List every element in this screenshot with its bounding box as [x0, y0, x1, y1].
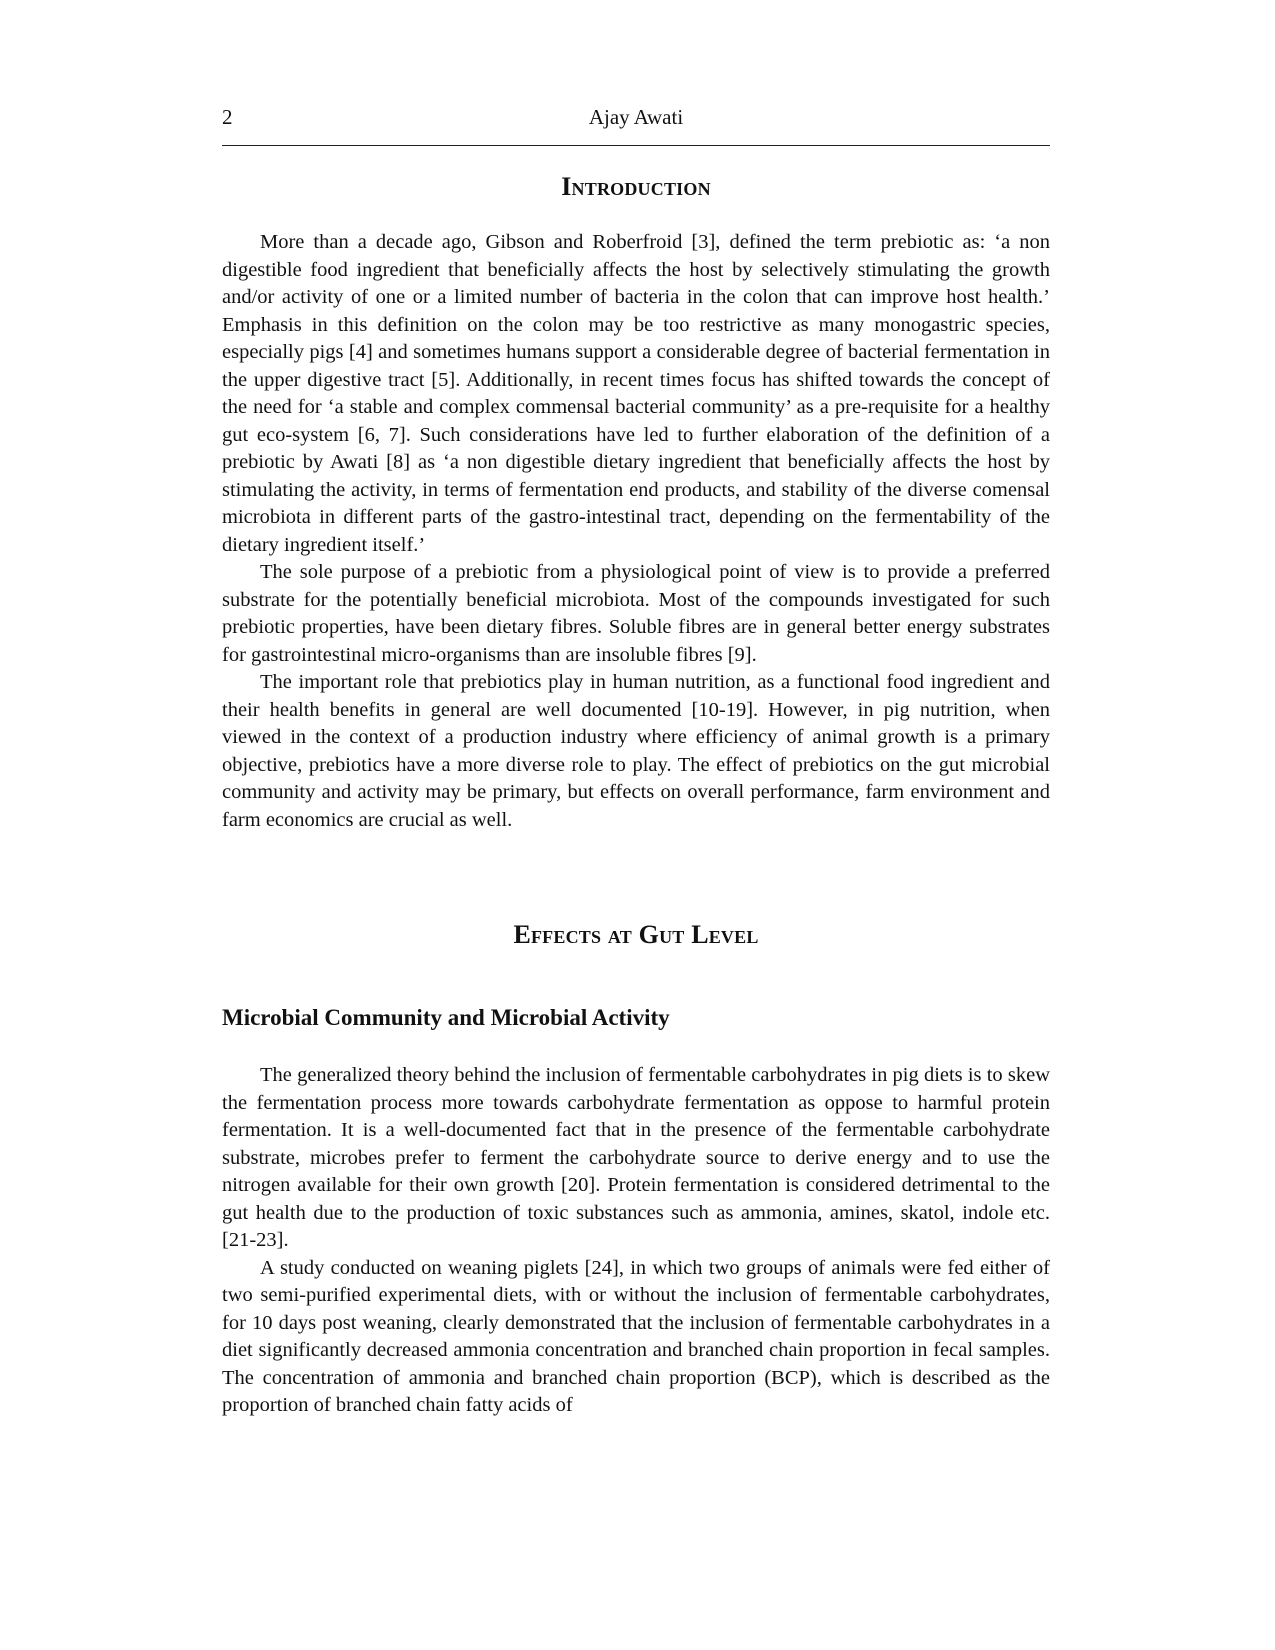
- document-page: [222, 100, 1050, 1416]
- paragraph: The sole purpose of a prebiotic from a physiological point of view is to provide a preferred substrate for the potentially beneficial microbiota. Most of the compounds investigated for such prebiotic properties, have been dietary fibres. Soluble fibres are in general better energy substrates for gastrointestinal micro-organisms than are insoluble fibres [9].: [222, 561, 1050, 666]
- paragraph: A study conducted on weaning piglets [24], in which two groups of animals were fed either of two semi-purified experimental diets, with or without the inclusion of fermentable carbohydrates, for 10 days post weaning, clearly demonstrated that the inclusion of fermentable carbohydrates in a diet significantly decreased ammonia concentration and branched chain proportion in fecal samples. The concentration of ammonia and branched chain proportion (BCP), which is described as the proportion of branched chain fatty acids of: [222, 1256, 1050, 1416]
- paragraph: More than a decade ago, Gibson and Roberfroid [3], defined the term prebiotic as: ‘a non digestible food ingredient that beneficially affects the host by selectively stimulating the growth and/or activity of one or a limited number of bacteria in the colon that can improve host health.’ Emphasis in this definition on the colon may be too restrictive as many monogastric species, especially pigs [4] and sometimes humans support a considerable degree of bacterial fermentation in the upper digestive tract [5]. Additionally, in recent times focus has shifted towards the concept of the need for ‘a stable and complex commensal bacterial community’ as a pre-requisite for a healthy gut eco-system [6, 7]. Such considerations have led to further elaboration of the definition of a prebiotic by Awati [8] as ‘a non digestible dietary ingredient that beneficially affects the host by stimulating the activity, in terms of fermentation end products, and stability of the diverse comensal microbiota in different parts of the gastro-intestinal tract, depending on the fermentability of the dietary ingredient itself.’: [222, 231, 1050, 556]
- section-title-effects-gut-level: Effects at Gut Level: [513, 920, 759, 949]
- page-number: 2: [222, 105, 233, 129]
- introduction-body: [222, 229, 1050, 834]
- section-title-introduction: Introduction: [561, 172, 711, 201]
- paragraph: The important role that prebiotics play in human nutrition, as a functional food ingredient and their health benefits in general are well documented [10-19]. However, in pig nutrition, when viewed in the context of a production industry where efficiency of animal growth is a primary objective, prebiotics have a more diverse role to play. The effect of prebiotics on the gut microbial community and activity may be primary, but effects on overall performance, farm environment and farm economics are crucial as well.: [222, 671, 1050, 831]
- subsection-title-microbial-community: Microbial Community and Microbial Activity: [222, 1005, 670, 1030]
- running-head-author: Ajay Awati: [588, 105, 684, 129]
- microbial-section-body: [222, 1062, 1050, 1420]
- header-rule: [222, 145, 1050, 146]
- running-header: [222, 100, 1050, 134]
- paragraph: The generalized theory behind the inclusion of fermentable carbohydrates in pig diets is to skew the fermentation process more towards carbohydrate fermentation as oppose to harmful protein fermentation. It is a well-documented fact that in the presence of the fermentable carbohydrate substrate, microbes prefer to ferment the carbohydrate source to derive energy and to use the nitrogen available for their own growth [20]. Protein fermentation is considered detrimental to the gut health due to the production of toxic substances such as ammonia, amines, skatol, indole etc. [21-23].: [222, 1064, 1050, 1251]
